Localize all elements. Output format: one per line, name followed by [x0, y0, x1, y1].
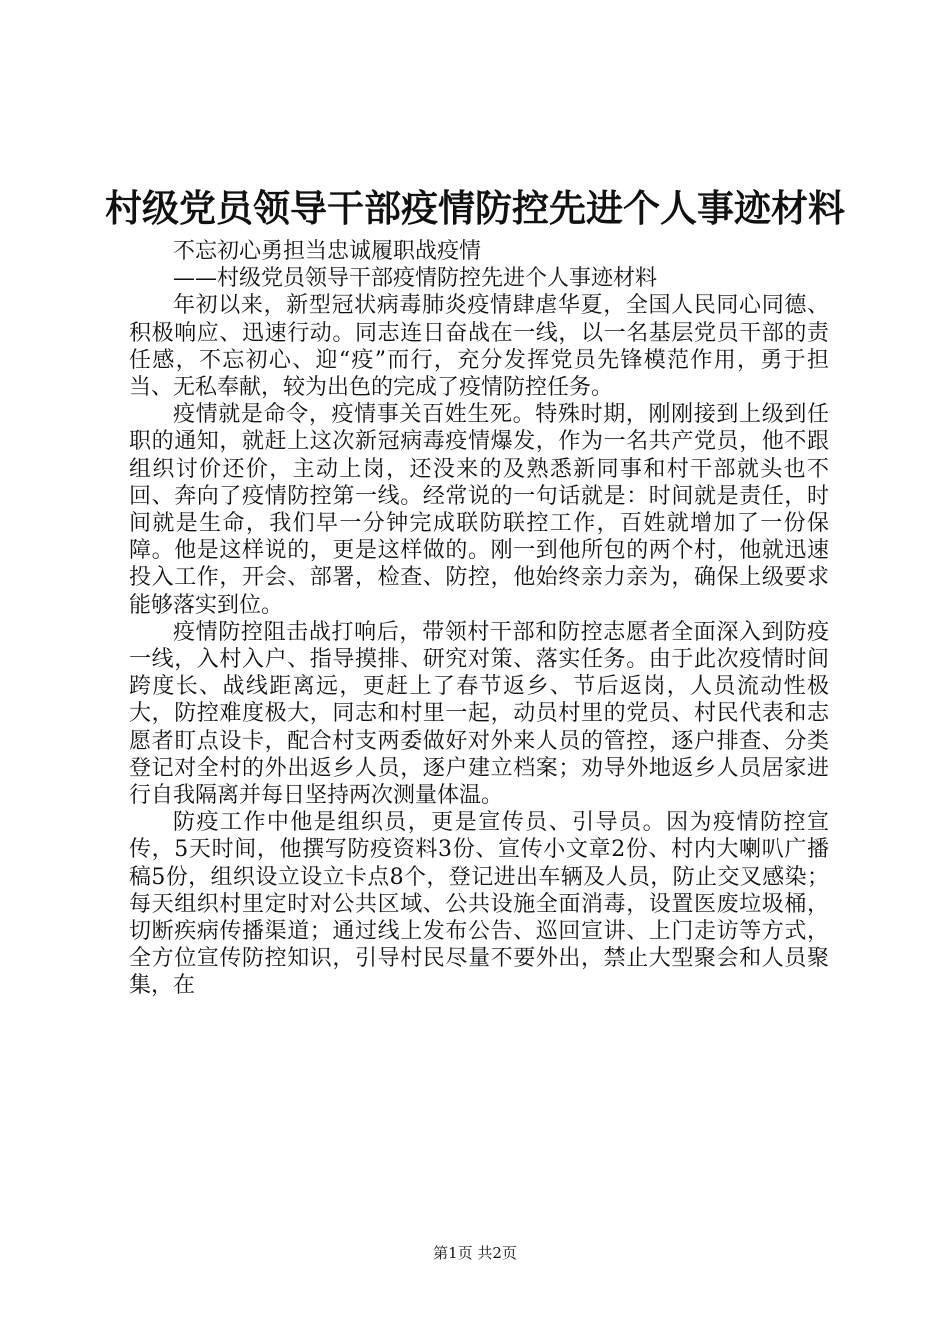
body-paragraph: 年初以来，新型冠状病毒肺炎疫情肆虐华夏，全国人民同心同德、积极响应、迅速行动。同志连日奋战在一线，以一名基层党员干部的责任感，不忘初心、迎“疫”而行，充分发挥党员先锋模范作用，勇于担当、无私奉献，较为出色的完成了疫情防控任务。: [129, 293, 829, 401]
document-title: 村级党员领导干部疫情防控先进个人事迹材料: [105, 187, 845, 230]
subtitle: 不忘初心勇担当忠诚履职战疫情: [173, 239, 482, 264]
body-paragraph: 疫情防控阻击战打响后，带领村干部和防控志愿者全面深入到防疫一线，入村入户、指导摸排、研究对策、落实任务。由于此次疫情时间跨度长、战线距离远，更赶上了春节返乡、节后返岗，人员流动性极大，防控难度极大，同志和村里一起，动员村里的党员、村民代表和志愿者盯点设卡，配合村支两委做好对外来人员的管控，逐户排查、分类登记对全村的外出返乡人员，逐户建立档案；劝导外地返乡人员居家进行自我隔离并每日坚持两次测量体温。: [129, 619, 829, 809]
body-paragraph: 疫情就是命令，疫情事关百姓生死。特殊时期，刚刚接到上级到任职的通知，就赶上这次新冠病毒疫情爆发，作为一名共产党员，他不跟组织讨价还价，主动上岗，还没来的及熟悉新同事和村干部就头也不回、奔向了疫情防控第一线。经常说的一句话就是：时间就是责任，时间就是生命，我们早一分钟完成联防联控工作，百姓就增加了一份保障。他是这样说的，更是这样做的。刚一到他所包的两个村，他就迅速投入工作，开会、部署，检查、防控，他始终亲力亲为，确保上级要求能够落实到位。: [129, 402, 829, 618]
document-body: [129, 238, 829, 1000]
page-footer: 第1页 共2页: [433, 1244, 517, 1262]
body-paragraph: 防疫工作中他是组织员，更是宣传员、引导员。因为疫情防控宣传，5天时间，他撰写防疫资料3份、宣传小文章2份、村内大喇叭广播稿5份，组织设立设立卡点8个，登记进出车辆及人员，防止交叉感染；每天组织村里定时对公共区域、公共设施全面消毒，设置医废垃圾桶，切断疾病传播渠道；通过线上发布公告、巡回宣讲、上门走访等方式，全方位宣传防控知识，引导村民尽量不要外出，禁止大型聚会和人员聚集，在: [129, 810, 829, 999]
subtitle-note: ——村级党员领导干部疫情防控先进个人事迹材料: [173, 266, 658, 292]
